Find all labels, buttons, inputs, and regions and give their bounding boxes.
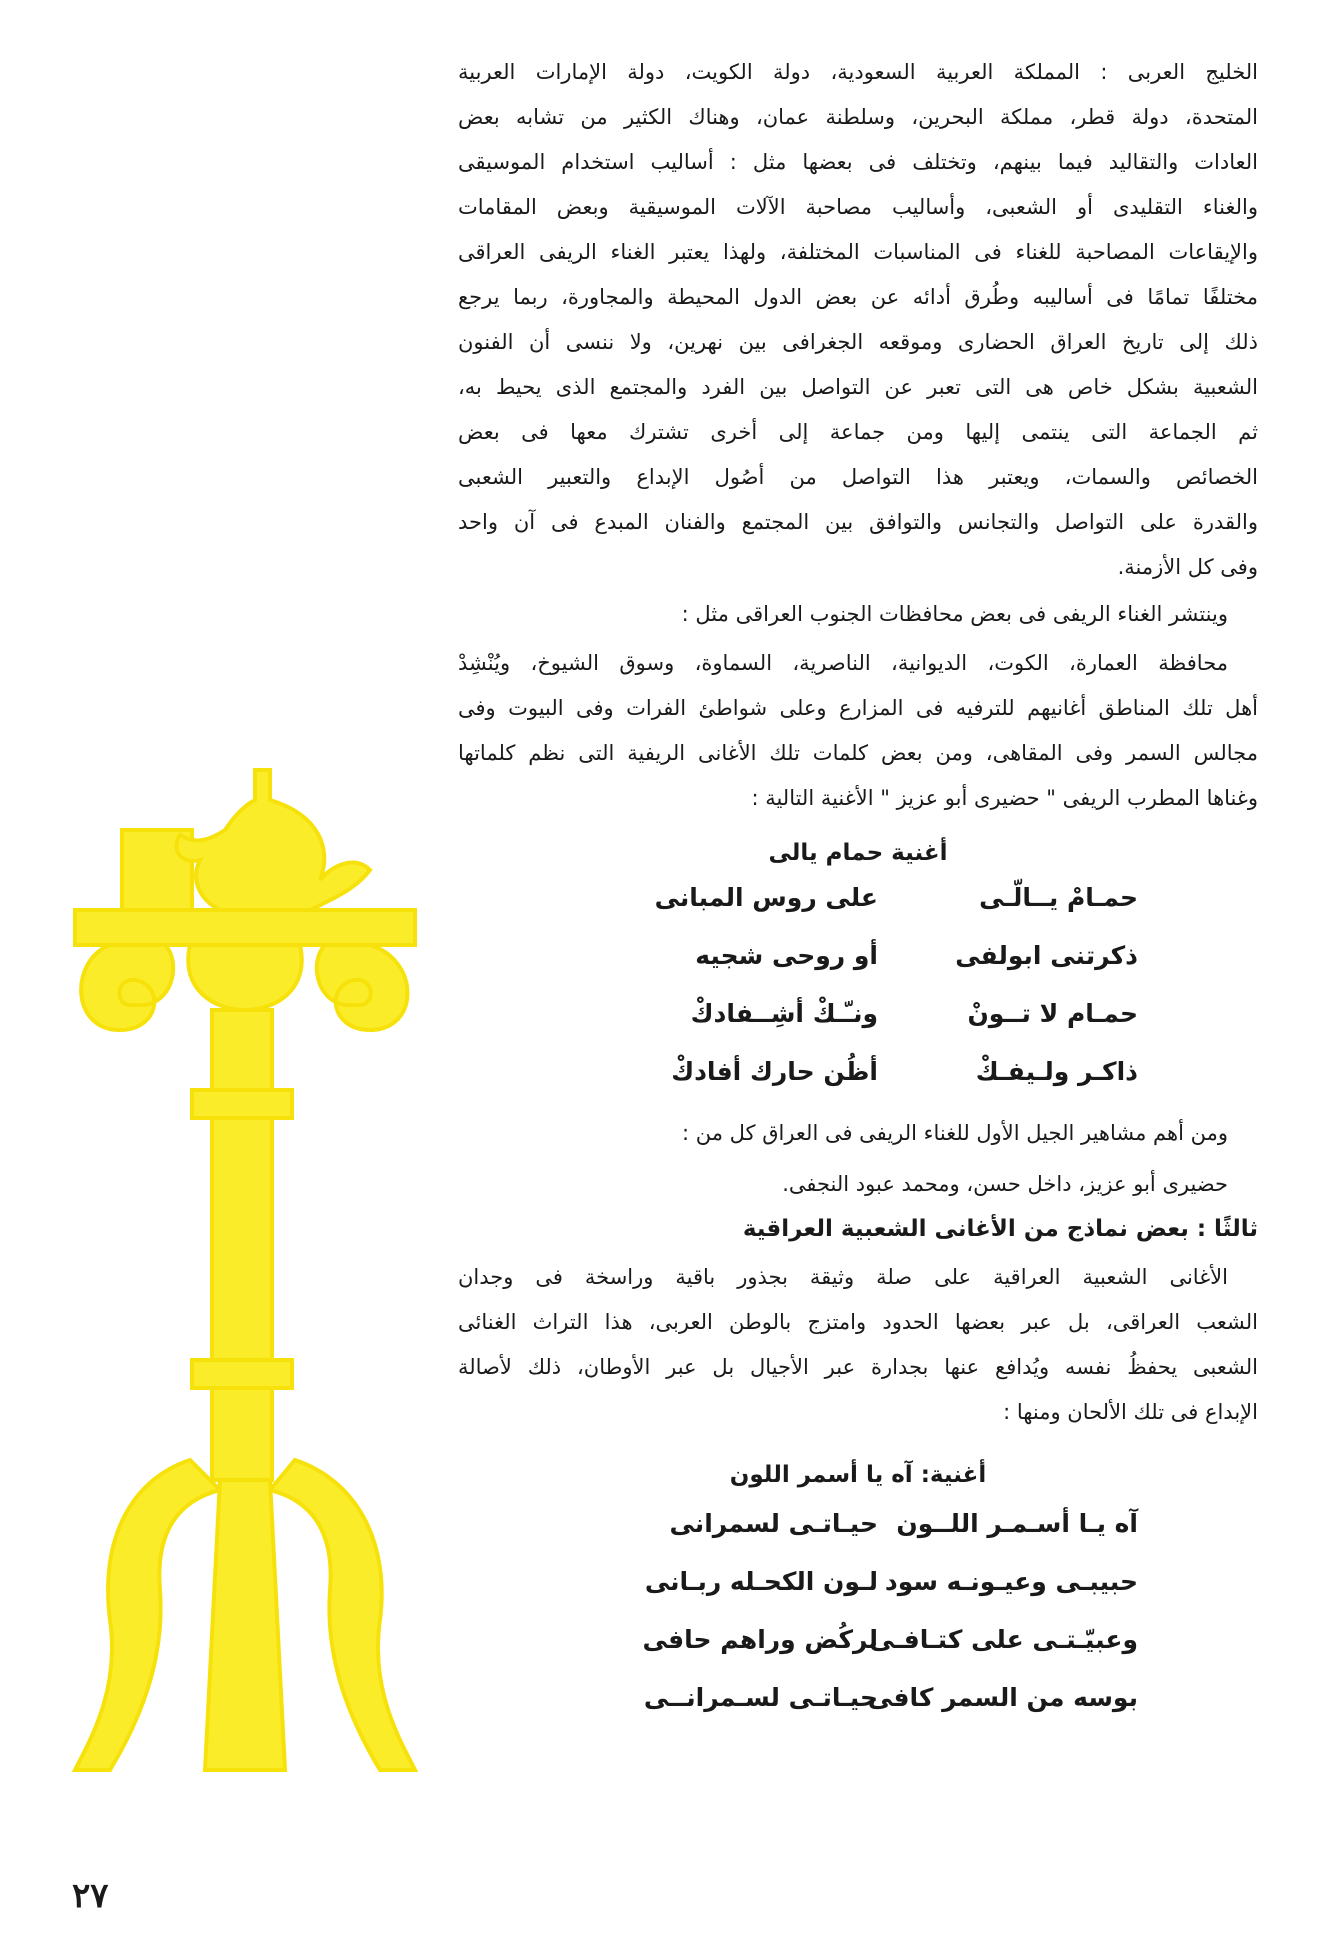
text-line: أهل تلك المناطق أغانيهم للترفيه فى المزارع وعلى شواطئ الفرات وفى البيوت وفى: [458, 696, 1258, 720]
verse-first-half: آه يـا أسـمـر اللــون: [896, 1509, 1138, 1538]
text-line: الشعب العراقى، بل عبر بعضها الحدود وامتزج بالوطن العربى، هذا التراث الغنائى: [458, 1310, 1258, 1334]
verse-line: [458, 1501, 1258, 1559]
text-line: ثم الجماعة التى ينتمى إليها ومن جماعة إلى أخرى تشترك معها فى بعض: [458, 420, 1258, 444]
text-line: الإبداع فى تلك الألحان ومنها :: [1003, 1400, 1258, 1424]
song-verses-asmar: [458, 1501, 1258, 1733]
base-flourish: [75, 1460, 220, 1770]
paragraph-names: [458, 1162, 1258, 1207]
verse-first-half: حبيبـى وعيـونـه سود: [884, 1567, 1138, 1596]
paragraph-gulf: [458, 50, 1258, 590]
shaft-ring-2: [192, 1360, 292, 1388]
text-line: مجالس السمر وفى المقاهى، ومن بعض كلمات تلك الأغانى الريفية التى نظم كلماتها: [458, 741, 1258, 765]
text-line: ومن أهم مشاهير الجيل الأول للغناء الريفى فى العراق كل من :: [681, 1121, 1228, 1145]
text-line: وينتشر الغناء الريفى فى بعض محافظات الجنوب العراقى مثل :: [681, 602, 1228, 626]
verse-first-half: ذاكـر ولـيفـكْ: [975, 1057, 1138, 1086]
verse-second-half: لـون الكحـله ربـانى: [644, 1567, 878, 1596]
main-text-column: [458, 50, 1258, 1733]
text-line: حضيرى أبو عزيز، داخل حسن، ومحمد عبود النجفى.: [782, 1172, 1228, 1196]
paragraph-provinces: [458, 641, 1258, 821]
text-line: الشعبى يحفظُ نفسه ويُدافع عنها بجدارة عبر الأجيال بل عبر الأوطان، ذلك لأصالة: [458, 1355, 1258, 1379]
song-title-asmar: أغنية: آه يا أسمر اللون: [729, 1462, 987, 1488]
verse-line: [458, 875, 1258, 933]
paragraph-folk-songs: [458, 1255, 1258, 1435]
verse-second-half: ونـّـكْ أشِــفادكْ: [690, 999, 878, 1028]
paragraph-spread: [458, 592, 1258, 637]
paragraph-famous: [458, 1111, 1258, 1156]
top-plate: [75, 910, 415, 945]
verse-second-half: لركُض وراهم حافى: [642, 1625, 878, 1654]
verse-second-half: أو روحى شجيه: [695, 941, 878, 970]
verse-line: [458, 1049, 1258, 1107]
verse-second-half: على روس المبانى: [654, 883, 878, 912]
verse-first-half: بوسه من السمر كافى: [867, 1683, 1138, 1712]
text-line: مختلفًا تمامًا فى أساليبه وطُرق أدائه عن بعض الدول المحيطة والمجاورة، ربما يرجع: [458, 285, 1258, 309]
text-line: المتحدة، دولة قطر، مملكة البحرين، وسلطنة عمان، وهناك الكثير من تشابه بعض: [458, 105, 1258, 129]
text-line: ذلك إلى تاريخ العراق الحضارى وموقعه الجغرافى بين نهرين، ولا ننسى أن الفنون: [458, 330, 1258, 354]
text-line: الشعبية بشكل خاص هى التى تعبر عن التواصل بين الفرد والمجتمع الذى يحيط به،: [458, 375, 1258, 399]
verse-second-half: أظُن حارك أفادكْ: [671, 1057, 878, 1086]
verse-first-half: ذكرتنى ابولفى: [955, 941, 1138, 970]
verse-second-half: حيـاتـى لسـمرانــى: [643, 1683, 878, 1712]
text-line: والإيقاعات المصاحبة للغناء فى المناسبات المختلفة، ولهذا يعتبر الغناء الريفى العراقى: [458, 240, 1258, 264]
verse-line: [458, 1617, 1258, 1675]
verse-line: [458, 933, 1258, 991]
text-line: وغناها المطرب الريفى " حضيرى أبو عزيز " الأغنية التالية :: [751, 786, 1258, 810]
verse-second-half: حيـاتـى لسمرانى: [669, 1509, 878, 1538]
verse-first-half: وعبيّـتـى على كتـافـى: [869, 1625, 1138, 1654]
text-line: وفى كل الأزمنة.: [1117, 555, 1258, 579]
text-line: العادات والتقاليد فيما بينهم، وتختلف فى بعضها مثل : أساليب استخدام الموسيقى: [458, 150, 1258, 174]
verse-first-half: حمـام لا تــونْ: [967, 999, 1138, 1028]
text-line: والغناء التقليدى أو الشعبى، وأساليب مصاحبة الآلات الموسيقية وبعض المقامات: [458, 195, 1258, 219]
scroll-right: [317, 945, 408, 1030]
verse-line: [458, 991, 1258, 1049]
verse-line: [458, 1675, 1258, 1733]
song-verses-hamam: [458, 875, 1258, 1107]
verse-line: [458, 1559, 1258, 1617]
shaft-ring-1: [192, 1090, 292, 1118]
base-flourish-right: [270, 1460, 415, 1770]
text-line: الأغانى الشعبية العراقية على صلة وثيقة بجذور باقية وراسخة فى وجدان: [458, 1265, 1228, 1289]
ornament-illustration: [70, 760, 430, 1810]
text-line: محافظة العمارة، الكوت، الديوانية، الناصرية، السماوة، وسوق الشيوخ، ويُنْشِدْ: [458, 651, 1228, 675]
text-line: والقدرة على التواصل والتجانس والتوافق بين المجتمع والفنان المبدع فى آن واحد: [458, 510, 1258, 534]
text-line: الخليج العربى : المملكة العربية السعودية، دولة الكويت، دولة الإمارات العربية: [458, 60, 1258, 84]
base-center: [205, 1480, 285, 1770]
page-number: ٢٧: [72, 1876, 109, 1916]
song-title-hamam: أغنية حمام يالى: [768, 840, 948, 866]
shaft: [212, 1010, 272, 1480]
scroll-center: [188, 945, 301, 1010]
text-line: الخصائص والسمات، ويعتبر هذا التواصل من أصُول الإبداع والتعبير الشعبى: [458, 465, 1258, 489]
section-heading: ثالثًا : بعض نماذج من الأغانى الشعبية العراقية: [742, 1216, 1258, 1242]
teapot-shape: [176, 770, 370, 910]
verse-first-half: حمـامْ يــالّـى: [979, 883, 1138, 912]
scroll-left: [81, 945, 173, 1030]
